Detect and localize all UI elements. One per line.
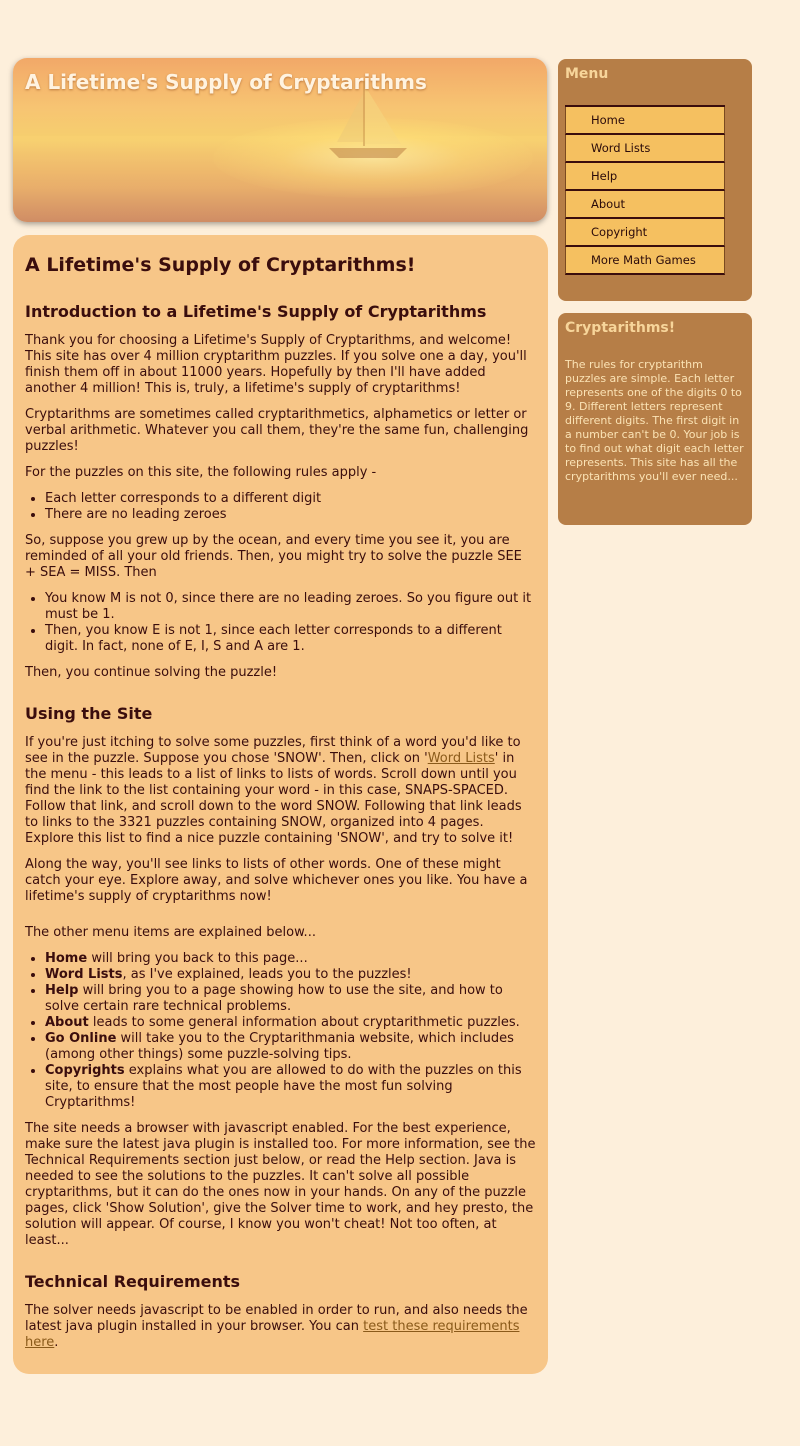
menu-item-more-math-games[interactable] [565, 247, 725, 275]
intro-paragraph-5: Then, you continue solving the puzzle! [25, 665, 278, 680]
using-p1-text-a: If you're just itching to solve some puzzles, first think of a word you'd like to see in the puzzle. Suppose you chose 'SNOW'. Then, click on ' [25, 735, 521, 766]
menu-link-copyright[interactable]: Copyright [591, 225, 648, 239]
term: Home [45, 951, 88, 966]
menu-link-help[interactable]: Help [591, 169, 618, 183]
intro-heading: Introduction to a Lifetime's Supply of Cryptarithms [25, 302, 487, 321]
term: Copyrights [45, 1063, 125, 1078]
menu-link-home[interactable]: Home [591, 113, 625, 127]
list-item: • Each letter corresponds to a different digit [45, 491, 536, 507]
rules-list [25, 491, 536, 523]
list-item [45, 1063, 536, 1111]
list-item: • Then, you know E is not 1, since each letter corresponds to a different digit. In fact, none of E, I, S and A are 1. [45, 623, 536, 655]
sailboat-icon [323, 76, 413, 196]
sidebar-info [558, 313, 752, 525]
tech-text-a: The solver needs javascript to be enabled in order to run, and also needs the latest java plugin installed in your browser. You can [25, 1303, 528, 1334]
word-lists-link[interactable]: Word Lists [427, 751, 495, 766]
list-item [45, 1031, 536, 1063]
menu-item-home[interactable] [565, 107, 725, 135]
using-paragraph-3: The other menu items are explained below... [25, 925, 316, 940]
page-title: A Lifetime's Supply of Cryptarithms! [25, 254, 416, 276]
description: leads to some general information about cryptarithmetic puzzles. [88, 1015, 520, 1030]
intro-paragraph-2: Cryptarithms are sometimes called cryptarithmetics, alphametics or letter or verbal arithmetic. Whatever you call them, they're the same fun, challenging puzzles! [25, 407, 529, 454]
sidebar-menu [558, 59, 752, 301]
intro-paragraph-3: For the puzzles on this site, the following rules apply - [25, 465, 377, 480]
intro-paragraph-4: So, suppose you grew up by the ocean, and every time you see it, you are reminded of all your old friends. Then, you might try to solve the puzzle SEE + SEA = MISS. Then [25, 533, 522, 580]
menu-item-about[interactable] [565, 191, 725, 219]
menu-item-copyright[interactable] [565, 219, 725, 247]
using-paragraph-1 [25, 735, 536, 847]
steps-list [25, 591, 536, 655]
list-item [45, 967, 536, 983]
list-item [45, 951, 536, 967]
menu-list [565, 105, 725, 275]
term: About [45, 1015, 89, 1030]
menu-item-word-lists[interactable] [565, 135, 725, 163]
menu-title: Menu [565, 66, 609, 82]
menu-link-about[interactable]: About [591, 197, 626, 211]
main-content [13, 235, 548, 1374]
using-p1-text-b: ' in the menu - this leads to a list of links to lists of words. Scroll down until you find the link to the list containing your word - in this case, SNAPS-SPACED. Follow that link, and scroll down to the word SNOW. Following that link leads to links to the 3321 puzzles containing SNOW, organized into 4 pages. Explore this list to find a nice puzzle containing 'SNOW', and try to solve it! [25, 751, 522, 846]
menu-explanations-list [25, 951, 536, 1111]
list-item [45, 983, 536, 1015]
menu-link-more-math-games[interactable]: More Math Games [591, 253, 696, 267]
term: Go Online [45, 1031, 117, 1046]
tech-text-b: . [54, 1335, 59, 1350]
using-paragraph-2: Along the way, you'll see links to lists of other words. One of these might catch your eye. Explore away, and solve whichever ones you like. You have a lifetime's supply of cryptarithms now! [25, 857, 528, 904]
info-text: The rules for cryptarithm puzzles are simple. Each letter represents one of the digits 0 to 9. Different letters represent different digits. The first digit in a number can't be 0. Your job is to find out what digit each letter represents. This site has all the cryptarithms you'll ever need... [565, 358, 744, 483]
tech-heading: Technical Requirements [25, 1272, 241, 1291]
description: explains what you are allowed to do with the puzzles on this site, to ensure that the most people have the most fun solving Cryptarithms! [45, 1063, 522, 1110]
menu-link-word-lists[interactable]: Word Lists [591, 141, 651, 155]
test-requirements-link[interactable]: test these requirements here [25, 1319, 520, 1350]
intro-paragraph-1: Thank you for choosing a Lifetime's Supply of Cryptarithms, and welcome! This site has over 4 million cryptarithm puzzles. If you solve one a day, you'll finish them off in about 11000 years. Hopefully by then I'll have added another 4 million! This is, truly, a lifetime's supply of cryptarithms! [25, 333, 527, 396]
banner-title: A Lifetime's Supply of Cryptarithms [25, 70, 427, 94]
description: , as I've explained, leads you to the puzzles! [122, 967, 412, 982]
using-heading: Using the Site [25, 704, 153, 723]
tech-paragraph [25, 1303, 536, 1351]
description: will bring you to a page showing how to use the site, and how to solve certain rare technical problems. [45, 983, 503, 1014]
using-paragraph-4: The site needs a browser with javascript enabled. For the best experience, make sure the latest java plugin is installed too. For more information, see the Technical Requirements section just below, or read the Help section. Java is needed to see the solutions to the puzzles. It can't solve all possible cryptarithms, but it can do the ones now in your hands. On any of the puzzle pages, click 'Show Solution', give the Solver time to work, and hey presto, the solution will appear. Of course, I know you won't cheat! Not too often, at least... [25, 1121, 536, 1248]
menu-item-help[interactable] [565, 163, 725, 191]
list-item [45, 1015, 536, 1031]
description: will take you to the Cryptarithmania website, which includes (among other things) some puzzle-solving tips. [45, 1031, 514, 1062]
spacer [25, 915, 536, 925]
header-banner [13, 58, 547, 222]
sea-reflection [13, 136, 547, 222]
description: will bring you back to this page... [87, 951, 308, 966]
term: Word Lists [45, 967, 123, 982]
list-item: • There are no leading zeroes [45, 507, 536, 523]
term: Help [45, 983, 79, 998]
info-title: Cryptarithms! [565, 320, 676, 336]
list-item: • You know M is not 0, since there are no leading zeroes. So you figure out it must be 1. [45, 591, 536, 623]
